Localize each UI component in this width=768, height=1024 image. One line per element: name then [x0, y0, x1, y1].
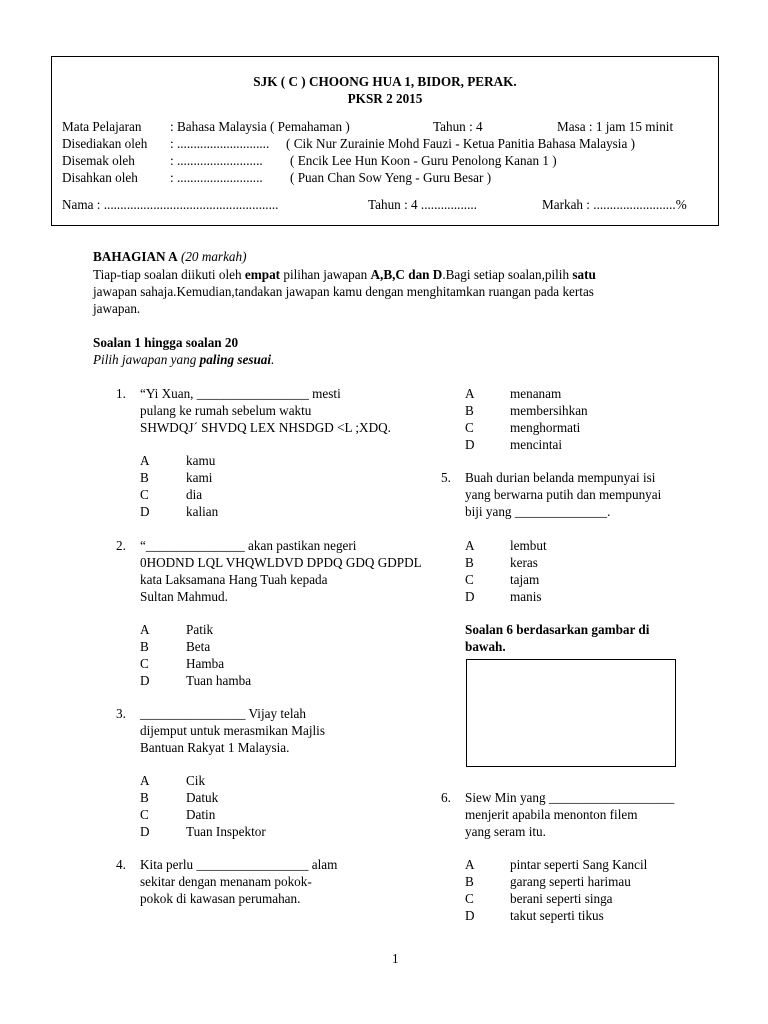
approved-label: Disahkan oleh [62, 170, 138, 185]
q3-line: dijemput untuk merasmikan Majlis [140, 723, 325, 738]
q2-option-letter: A [140, 622, 150, 637]
q1-number: 1. [116, 386, 126, 401]
q6-line: menjerit apabila menonton filem [465, 807, 638, 822]
masa-value: Masa : 1 jam 15 minit [557, 119, 674, 134]
q3-option-text: Tuan Inspektor [186, 824, 266, 839]
tahun-value: Tahun : 4 [433, 119, 483, 134]
q4-option-text: menghormati [510, 420, 581, 435]
q6-option-letter: B [465, 874, 474, 889]
sub-instruction: Pilih jawapan yang paling sesuai. [93, 352, 275, 367]
q5-option-letter: B [465, 555, 474, 570]
section-heading: BAHAGIAN A (20 markah) [93, 249, 247, 264]
q3-option-letter: A [140, 773, 150, 788]
q4-option-text: menanam [510, 386, 562, 401]
q3-line: ________________ Vijay telah [140, 706, 306, 721]
markah-field: Markah : .........................% [542, 197, 687, 212]
instruction-line-1: Tiap-tiap soalan diikuti oleh empat pilihan jawapan A,B,C dan D.Bagi setiap soalan,pilih satu [93, 267, 596, 282]
subject-value: : Bahasa Malaysia ( Pemahaman ) [170, 119, 350, 134]
q6-option-text: takut seperti tikus [510, 908, 604, 923]
q2-number: 2. [116, 538, 126, 553]
q1-option-letter: C [140, 487, 149, 502]
approved-value: ( Puan Chan Sow Yeng - Guru Besar ) [290, 170, 492, 185]
q1-option-letter: B [140, 470, 149, 485]
sub-heading: Soalan 1 hingga soalan 20 [93, 335, 239, 350]
q1-option-text: kalian [186, 504, 219, 519]
q3-number: 3. [116, 706, 126, 721]
q6-line: yang seram itu. [465, 824, 546, 839]
q3-option-letter: D [140, 824, 150, 839]
q3-option-text: Cik [186, 773, 206, 788]
q1-line: “Yi Xuan, _________________ mesti [140, 386, 341, 401]
q4-option-letter: A [465, 386, 475, 401]
q6-picture-box [466, 659, 676, 767]
q4-option-letter: B [465, 403, 474, 418]
q1-option-letter: A [140, 453, 150, 468]
q6-option-letter: C [465, 891, 474, 906]
q2-line: 0HODND LQL VHQWLDVD DPDQ GDQ GDPDL [140, 555, 422, 570]
q1-option-letter: D [140, 504, 150, 519]
q2-option-text: Patik [186, 622, 214, 637]
q2-option-text: Tuan hamba [186, 673, 252, 688]
q5-number: 5. [441, 470, 451, 485]
prepared-label: Disediakan oleh [62, 136, 148, 151]
q6-intro: bawah. [465, 639, 506, 654]
q5-line: Buah durian belanda mempunyai isi [465, 470, 656, 485]
q6-option-text: garang seperti harimau [510, 874, 631, 889]
q5-option-text: keras [510, 555, 538, 570]
q5-option-text: tajam [510, 572, 540, 587]
q1-option-text: dia [186, 487, 203, 502]
q4-option-letter: D [465, 437, 475, 452]
q5-option-letter: D [465, 589, 475, 604]
reviewed-label: Disemak oleh [62, 153, 135, 168]
q6-intro: Soalan 6 berdasarkan gambar di [465, 622, 650, 637]
q4-option-text: membersihkan [510, 403, 588, 418]
q2-line: “_______________ akan pastikan negeri [140, 538, 357, 553]
q6-option-text: berani seperti singa [510, 891, 613, 906]
q4-option-text: mencintai [510, 437, 562, 452]
q1-option-text: kamu [186, 453, 216, 468]
q4-option-letter: C [465, 420, 474, 435]
q4-number: 4. [116, 857, 126, 872]
q2-option-text: Hamba [186, 656, 225, 671]
reviewed-dots: : .......................... [170, 153, 263, 168]
q5-option-letter: A [465, 538, 475, 553]
q2-option-letter: D [140, 673, 150, 688]
tahun-field: Tahun : 4 ................. [368, 197, 477, 212]
q6-option-text: pintar seperti Sang Kancil [510, 857, 648, 872]
q6-option-letter: D [465, 908, 475, 923]
subject-label: Mata Pelajaran [62, 119, 142, 134]
exam-title: PKSR 2 2015 [347, 91, 423, 106]
nama-field: Nama : ..................................................... [62, 197, 279, 212]
q6-number: 6. [441, 790, 451, 805]
q1-option-text: kami [186, 470, 213, 485]
q5-option-letter: C [465, 572, 474, 587]
page-number: 1 [392, 951, 399, 966]
q3-option-letter: C [140, 807, 149, 822]
school-name: SJK ( C ) CHOONG HUA 1, BIDOR, PERAK. [253, 74, 517, 89]
approved-dots: : .......................... [170, 170, 263, 185]
q2-option-letter: B [140, 639, 149, 654]
prepared-value: ( Cik Nur Zurainie Mohd Fauzi - Ketua Panitia Bahasa Malaysia ) [286, 136, 636, 151]
q2-line: kata Laksamana Hang Tuah kepada [140, 572, 328, 587]
q3-option-text: Datin [186, 807, 216, 822]
q5-line: biji yang ______________. [465, 504, 611, 519]
q1-line: pulang ke rumah sebelum waktu [140, 403, 312, 418]
q4-line: pokok di kawasan perumahan. [140, 891, 301, 906]
q5-line: yang berwarna putih dan mempunyai [465, 487, 662, 502]
q5-option-text: manis [510, 589, 542, 604]
q1-line: SHWDQJ´ SHVDQ LEX NHSDGD <L ;XDQ. [140, 420, 391, 435]
instruction-line-2: jawapan sahaja.Kemudian,tandakan jawapan kamu dengan menghitamkan ruangan pada kertas [93, 284, 594, 299]
q2-option-letter: C [140, 656, 149, 671]
reviewed-value: ( Encik Lee Hun Koon - Guru Penolong Kanan 1 ) [290, 153, 557, 168]
q3-option-text: Datuk [186, 790, 219, 805]
q4-line: sekitar dengan menanam pokok- [140, 874, 312, 889]
prepared-dots: : ............................ [170, 136, 270, 151]
q2-option-text: Beta [186, 639, 211, 654]
q3-line: Bantuan Rakyat 1 Malaysia. [140, 740, 290, 755]
q3-option-letter: B [140, 790, 149, 805]
q6-option-letter: A [465, 857, 475, 872]
instruction-line-3: jawapan. [93, 301, 141, 316]
q5-option-text: lembut [510, 538, 547, 553]
q6-line: Siew Min yang ___________________ [465, 790, 675, 805]
q4-line: Kita perlu _________________ alam [140, 857, 338, 872]
q2-line: Sultan Mahmud. [140, 589, 228, 604]
